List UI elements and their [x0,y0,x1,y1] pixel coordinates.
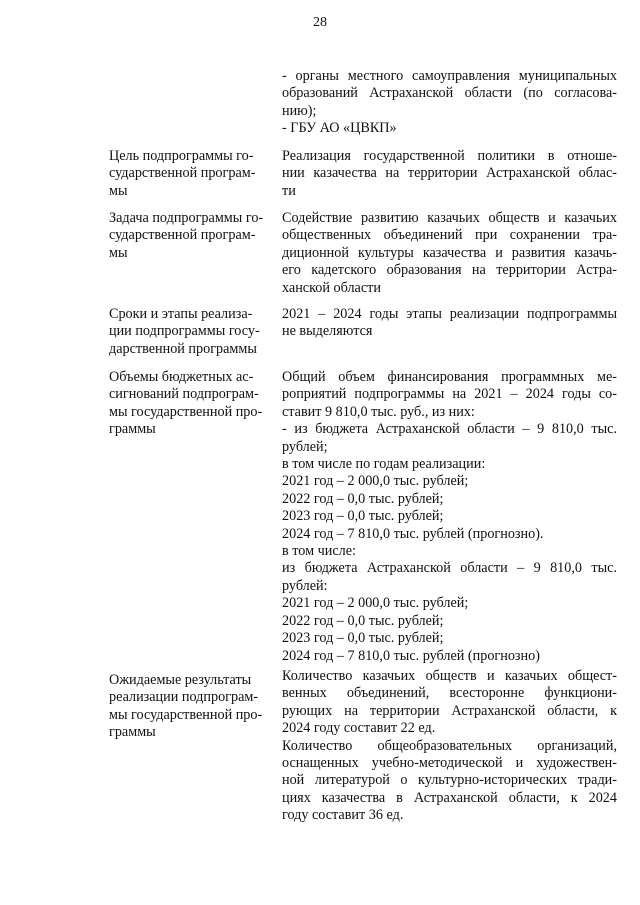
value-line: Количество общеобразовательных организаций, [282,737,617,754]
value-line: 2022 год – 0,0 тыс. рублей; [282,490,444,507]
row-label-results [109,672,261,742]
value-line: диционной культуры казачества и развития казачь- [282,244,617,261]
page-number: 28 [313,15,327,30]
value-line: в том числе: [282,543,356,560]
value-line: 2022 год – 0,0 тыс. рублей; [282,612,444,629]
label-line: мы [109,182,128,199]
value-line: образований Астраханской области (по согласова- [282,85,617,102]
value-line: Количество казачьих обществ и казачьих общест- [282,668,617,684]
row-value-funding [282,369,617,665]
value-line: венных объединений, всесторонне функциони- [282,685,617,702]
row-value-goal [282,148,617,200]
label-line: ции подпрограммы госу- [109,323,260,340]
value-line: рублей; [282,438,328,455]
label-line: сигнований подпрограм- [109,386,259,403]
value-line: 2021 год – 2 000,0 тыс. рублей; [282,595,469,612]
value-line: - из бюджета Астраханской области – 9 810,0 тыс. [282,421,617,438]
value-line: из бюджета Астраханской области – 9 810,0 тыс. [282,560,617,577]
value-line: в том числе по годам реализации: [282,456,486,473]
label-line: граммы [109,724,156,741]
value-line: - органы местного самоуправления муниципальных [282,68,617,84]
row-label-task [109,210,264,262]
value-line: ти [282,182,296,199]
label-line: сударственной програм- [109,165,256,182]
value-line: ханской области [282,279,381,296]
label-line: дарственной программы [109,340,257,357]
value-line: 2024 год – 7 810,0 тыс. рублей (прогнозно). [282,525,544,542]
value-line: 2021 – 2024 годы этапы реализации подпрограммы [282,306,617,322]
value-line: 2021 год – 2 000,0 тыс. рублей; [282,473,469,490]
value-line: Содействие развитию казачьих обществ и казачьих [282,210,617,226]
row-label-goal [109,148,261,200]
label-line: мы государственной про- [109,403,263,420]
value-line: ставит 9 810,0 тыс. руб., из них: [282,403,475,420]
value-line: общественных объединений при сохранении тра- [282,227,617,244]
value-line: - ГБУ АО «ЦВКП» [282,120,397,137]
value-line: нию); [282,102,317,119]
row-value-terms [282,306,617,341]
value-line: циях казачества в Астраханской области, к 2024 [282,789,617,806]
value-line: Реализация государственной политики в отноше- [282,148,617,164]
row-value-results [282,668,617,825]
label-line: Цель подпрограммы го- [109,148,254,164]
value-line: 2024 год – 7 810,0 тыс. рублей (прогнозно) [282,647,540,664]
value-line: году составит 36 ед. [282,807,404,824]
value-line: роприятий подпрограммы на 2021 – 2024 годы со- [282,386,617,403]
value-line: нии казачества на территории Астраханской облас- [282,165,617,182]
value-line: рублей: [282,577,328,594]
value-line: оснащенных учебно-методической и художествен- [282,755,617,772]
label-line: Сроки и этапы реализа- [109,306,253,322]
value-line: 2024 году составит 22 ед. [282,720,436,737]
row-label-funding [109,369,261,439]
label-line: Ожидаемые результаты [109,672,252,688]
label-line: сударственной програм- [109,227,256,244]
value-line: не выделяются [282,323,373,340]
label-line: Объемы бюджетных ас- [109,369,254,385]
value-line: 2023 год – 0,0 тыс. рублей; [282,630,444,647]
row-value-task [282,210,617,297]
value-line: Общий объем финансирования программных ме- [282,369,617,385]
label-line: мы [109,244,128,261]
value-line: рующих на территории Астраханской области, к [282,702,617,719]
label-line: реализации подпрограм- [109,689,259,706]
row-value-executors [282,68,617,138]
label-line: Задача подпрограммы го- [109,210,264,226]
row-label-terms [109,306,261,358]
value-line: ной литературой о культурно-исторических тради- [282,772,617,789]
label-line: граммы [109,421,156,438]
value-line: 2023 год – 0,0 тыс. рублей; [282,508,444,525]
label-line: мы государственной про- [109,706,263,723]
value-line: его кадетского образования на территории Астра- [282,262,617,279]
